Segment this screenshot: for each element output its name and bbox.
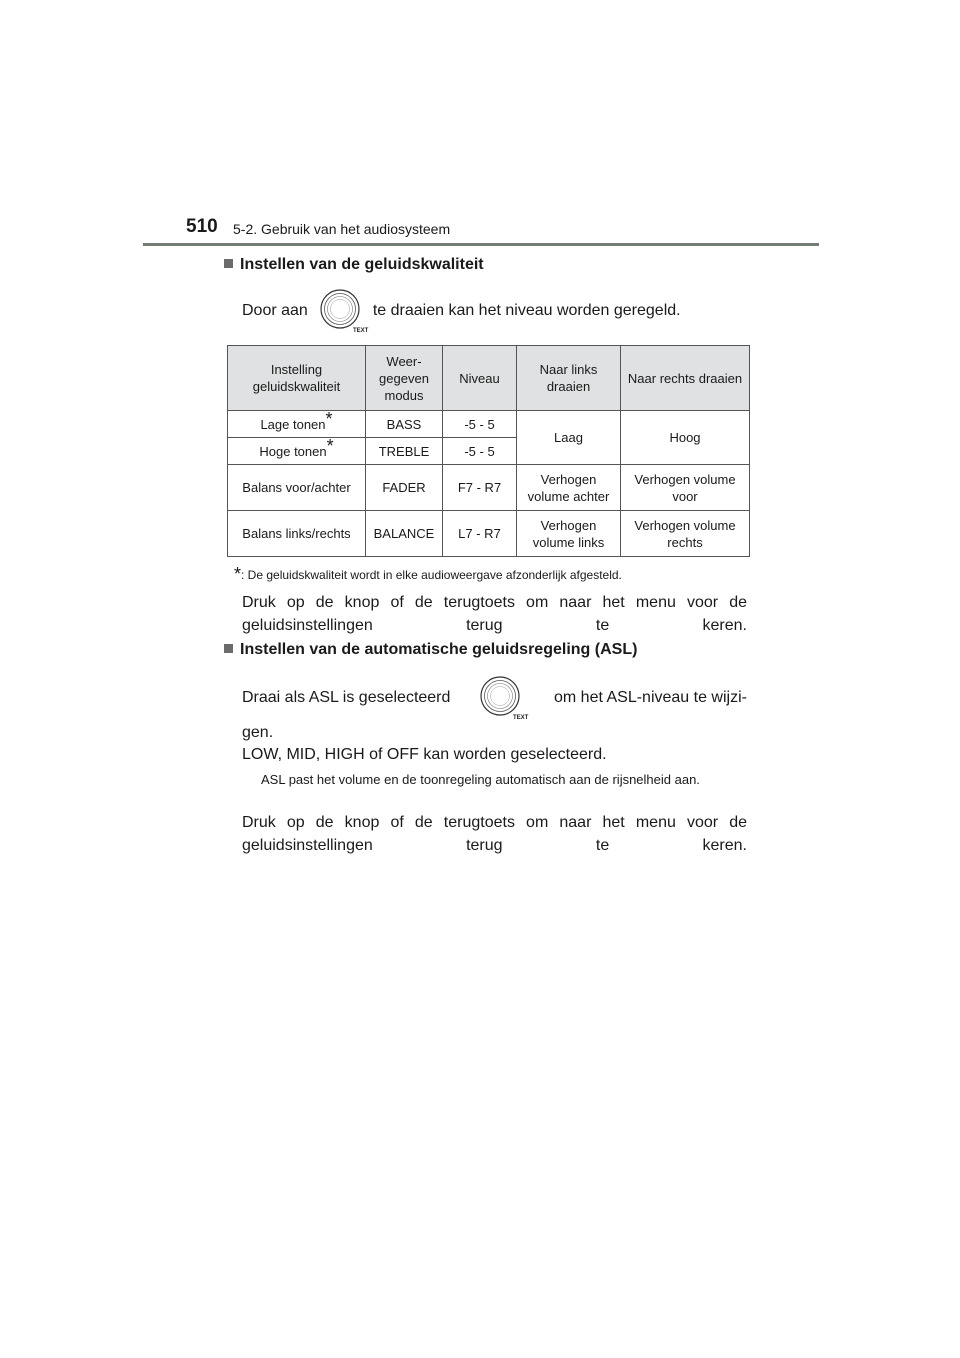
table-cell: -5 - 5 [443,438,517,465]
table-cell: Verhogen volume links [517,511,621,557]
table-cell: L7 - R7 [443,511,517,557]
table-cell: Verhogen volume achter [517,465,621,511]
table-header: Instelling geluidskwaliteit [228,346,366,411]
square-bullet-icon [224,644,233,653]
table-cell: TREBLE [366,438,443,465]
section-title: 5-2. Gebruik van het audiosysteem [233,221,451,237]
table-row [228,465,750,511]
table-cell: Laag [517,411,621,465]
table-cell: FADER [366,465,443,511]
table-row [228,411,750,438]
table-row [228,511,750,557]
knob-instruction [242,289,681,333]
return-instruction: Druk op de knop of de terugtoets om naar het menu voor de geluidsinstellingen terug te keren. [242,594,747,634]
asl-options: LOW, MID, HIGH of OFF kan worden geselecteerd. [242,746,607,763]
heading-asl: Instellen van de automatische geluidsregeling (ASL) [224,641,637,659]
page-number: 510 [186,216,218,237]
table-header: Naar rechts draaien [621,346,750,411]
table-header: Naar links draaien [517,346,621,411]
table-cell: BASS [366,411,443,438]
table-header-row [228,346,750,411]
table-header: Niveau [443,346,517,411]
instruction-before: Door aan [242,302,308,319]
table-cell: -5 - 5 [443,411,517,438]
table-cell: F7 - R7 [443,465,517,511]
table-cell: BALANCE [366,511,443,557]
asterisk-mark: * [325,408,333,429]
table-cell: Verhogen volume voor [621,465,750,511]
asl-instruction-after: om het ASL-niveau te wijzi- [554,689,747,706]
asterisk-mark: * [326,435,334,456]
asl-return-instruction: Druk op de knop of de terugtoets om naar het menu voor de geluidsinstellingen terug te keren. [242,814,747,854]
footnote: *: De geluidskwaliteit wordt in elke audioweergave afzonderlijk afgesteld. [234,564,622,584]
asl-note: ASL past het volume en de toonregeling automatisch aan de rijsnelheid aan. [261,772,700,787]
asl-instruction-before: Draai als ASL is geselecteerd [242,689,451,706]
asl-knob-instruction [242,676,747,720]
sound-quality-table [227,345,750,557]
table-cell: Verhogen volume rechts [621,511,750,557]
heading-sound-quality: Instellen van de geluidskwaliteit [224,256,484,274]
knob-label: TEXT [513,715,529,721]
tune-knob-icon [480,676,529,721]
tune-knob-icon [320,289,369,334]
table-cell: Balans voor/achter [228,465,366,511]
asterisk-mark: * [234,564,242,584]
square-bullet-icon [224,259,233,268]
table-cell: Hoog [621,411,750,465]
knob-label: TEXT [352,328,369,334]
table-cell: Hoge tonen* [228,438,366,465]
instruction-after: te draaien kan het niveau worden geregeld. [372,302,681,319]
table-cell: Lage tonen* [228,411,366,438]
table-header: Weer-gegeven modus [366,346,443,411]
table-cell: Balans links/rechts [228,511,366,557]
asl-instruction-cont: gen. [242,724,274,741]
header-divider [143,243,819,246]
